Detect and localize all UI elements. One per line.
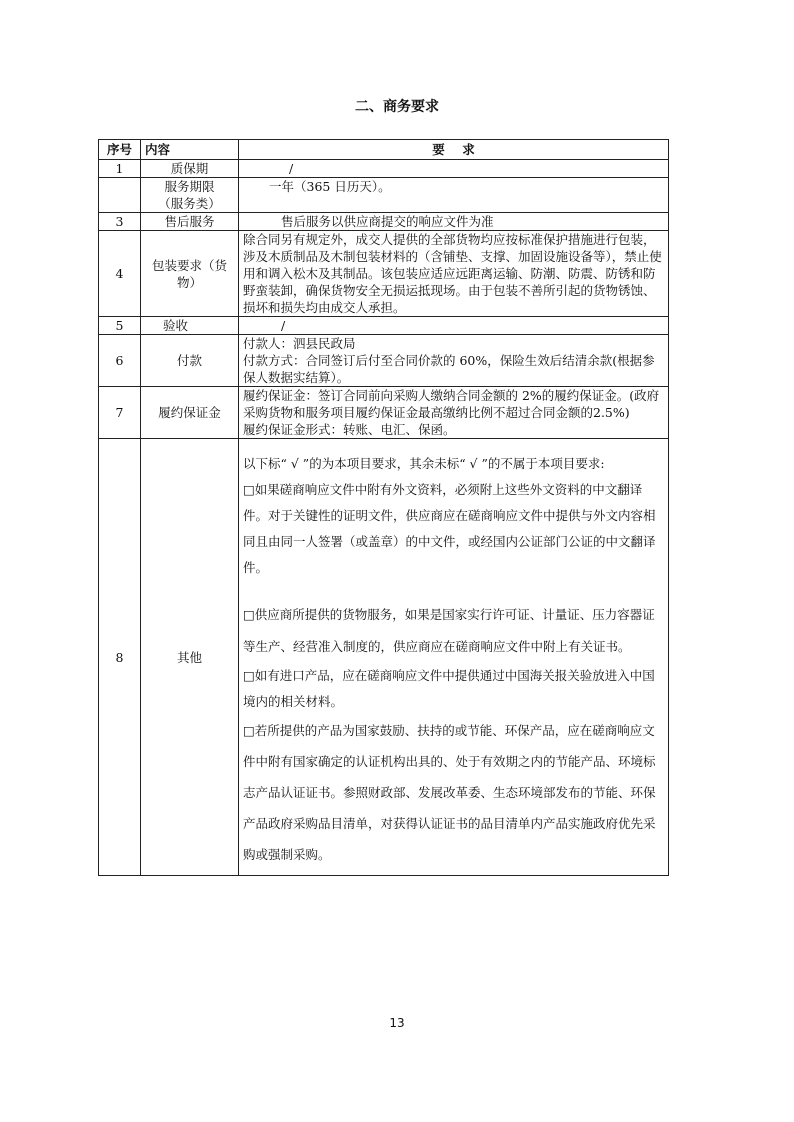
row-item: 其他 (141, 439, 239, 876)
other-item-energy-saving: □若所提供的产品为国家鼓励、扶持的或节能、环保产品，应在磋商响应文件中附有国家确定的认证机构出具的、处于有效期之内的节能产品、环境标志产品认证证书。参照财政部、发展改革委、生态环境部发布的节能、环保产品政府采购品目清单，对获得认证证书的品目清单内产品实施政府优先采购或强制采购。 (243, 723, 656, 862)
row-requirement: / (239, 160, 669, 178)
header-no: 序号 (99, 140, 141, 160)
table-row (99, 178, 669, 213)
row-requirement (239, 335, 669, 387)
row-no: 8 (99, 439, 141, 876)
header-requirement: 要 求 (239, 140, 669, 160)
other-item-licenses: □供应商所提供的货物服务，如果是国家实行许可证、计量证、压力容器证等生产、经营准入制度的，供应商应在磋商响应文件中附上有关证书。 (243, 607, 655, 654)
row-no: 3 (99, 213, 141, 231)
table-row (99, 231, 669, 317)
table-row (99, 439, 669, 876)
row-no: 1 (99, 160, 141, 178)
table-row (99, 213, 669, 231)
row-requirement: 售后服务以供应商提交的响应文件为准 (239, 213, 669, 231)
other-item-foreign-docs: □如果磋商响应文件中附有外文资料，必须附上这些外文资料的中文翻译件。对于关键性的证明文件，供应商应在磋商响应文件中提供与外文内容相同且由同一人签署（或盖章）的中文件，或经国内公证部门公证的中文翻译件。 (243, 482, 656, 575)
table-row (99, 387, 669, 439)
row-requirement (239, 387, 669, 439)
header-content: 内容 (141, 140, 239, 160)
row-requirement: 一年（365 日历天）。 (239, 178, 669, 213)
page-number: 13 (389, 1016, 405, 1030)
row-requirement (239, 439, 669, 876)
payment-method-line: 付款方式：合同签订后付至合同价款的 60%，保险生效后结清余款(根据参保人数据实结算）。 (243, 353, 655, 385)
row-item: 售后服务 (141, 213, 239, 231)
payer-line: 付款人：泗县民政局 (243, 336, 356, 351)
row-no: 4 (99, 231, 141, 317)
requirements-table (98, 139, 669, 876)
table-header (99, 140, 669, 160)
deposit-line: 履约保证金：签订合同前向采购人缴纳合同金额的 2%的履约保证金。(政府采购货物和服务项目履约保证金最高缴纳比例不超过合同金额的2.5%) (243, 388, 660, 420)
row-item: 质保期 (141, 160, 239, 178)
table-row (99, 335, 669, 387)
deposit-form-line: 履约保证金形式：转账、电汇、保函。 (243, 422, 456, 437)
table-row (99, 160, 669, 178)
row-no: 6 (99, 335, 141, 387)
other-item-imports: □如有进口产品，应在磋商响应文件中提供通过中国海关报关验放进入中国境内的相关材料。 (243, 668, 655, 709)
row-no: 7 (99, 387, 141, 439)
row-requirement: 除合同另有规定外，成交人提供的全部货物均应按标准保护措施进行包装，涉及木质制品及木制包装材料的（含铺垫、支撑、加固设施设备等），禁止使用和调入松木及其制品。该包装应适应远距离运输、防潮、防震、防锈和防野蛮装卸，确保货物安全无损运抵现场。由于包装不善所引起的货物锈蚀、损坏和损失均由成交人承担。 (239, 231, 669, 317)
row-item: 服务期限（服务类） (141, 178, 239, 213)
table-row (99, 317, 669, 335)
other-intro: 以下标“ √ ”的为本项目要求，其余未标“ √ ”的不属于本项目要求: (243, 456, 605, 471)
row-no (99, 178, 141, 213)
row-item: 包装要求（货物） (141, 231, 239, 317)
spacer (243, 581, 664, 599)
row-item: 付款 (141, 335, 239, 387)
row-item: 验收 (141, 317, 239, 335)
section-title: 二、商务要求 (355, 99, 439, 115)
row-no: 5 (99, 317, 141, 335)
row-item: 履约保证金 (141, 387, 239, 439)
row-requirement: / (239, 317, 669, 335)
